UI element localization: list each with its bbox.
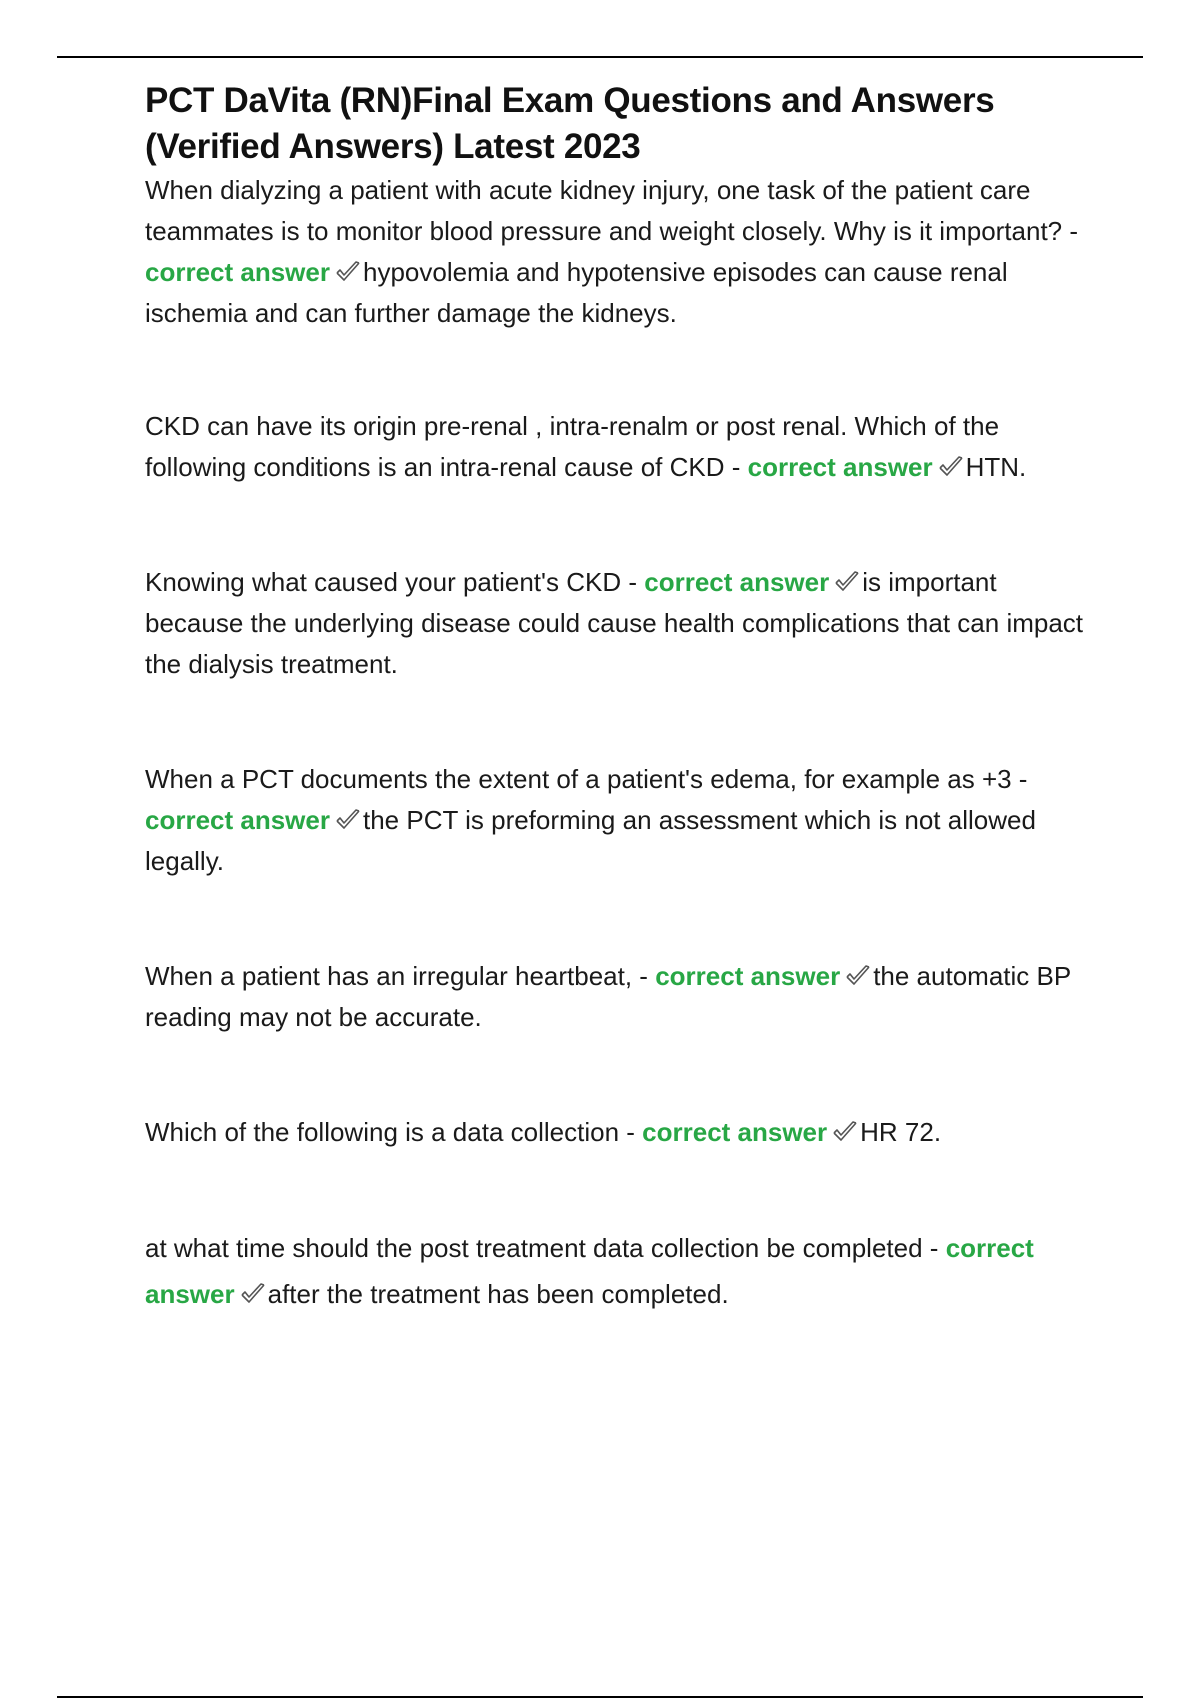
qa-item — [145, 562, 1090, 685]
question-text: Knowing what caused your patient's CKD - — [145, 567, 637, 597]
question-text: at what time should the post treatment data collection be completed - — [145, 1233, 939, 1263]
answer-text: the PCT is preforming an assessment which is not allowed legally. — [145, 805, 1036, 876]
document-body — [145, 78, 1090, 1317]
bottom-rule — [57, 1696, 1143, 1698]
qa-item — [145, 1225, 1090, 1317]
question-text: When a PCT documents the extent of a patient's edema, for example as +3 - — [145, 764, 1028, 794]
check-mark-icon — [334, 260, 362, 284]
check-mark-icon — [937, 455, 965, 479]
question-text: When a patient has an irregular heartbeat, - — [145, 961, 648, 991]
answer-text: is important because the underlying disease could cause health complications that can impact the dialysis treatment. — [145, 567, 1084, 679]
qa-item — [145, 759, 1090, 882]
qa-item — [145, 1112, 1090, 1153]
top-rule — [57, 56, 1143, 58]
correct-answer-label: correct answer — [145, 805, 330, 835]
check-mark-icon — [844, 964, 872, 988]
correct-answer-label: correct answer — [644, 567, 830, 597]
correct-answer-label: correct answer — [145, 1233, 1034, 1309]
answer-text: the automatic BP reading may not be accurate. — [145, 961, 1071, 1032]
check-mark-icon — [334, 808, 362, 832]
correct-answer-label: correct answer — [642, 1117, 828, 1147]
answer-text: after the treatment has been completed. — [267, 1279, 729, 1309]
correct-answer-label: correct answer — [145, 257, 330, 287]
answer-text: HR 72. — [860, 1117, 942, 1147]
qa-item — [145, 956, 1090, 1038]
qa-item — [145, 170, 1090, 334]
question-text: CKD can have its origin pre-renal , intra-renalm or post renal. Which of the following conditions is an intra-renal cause of CKD - — [145, 411, 1000, 482]
qa-item — [145, 406, 1090, 488]
answer-text: HTN. — [965, 452, 1027, 482]
question-text: When dialyzing a patient with acute kidney injury, one task of the patient care teammates is to monitor blood pressure and weight closely. Why is it important? - — [145, 175, 1079, 246]
question-text: Which of the following is a data collection - — [145, 1117, 635, 1147]
correct-answer-label: correct answer — [655, 961, 841, 991]
document-title: PCT DaVita (RN)Final Exam Questions and Answers (Verified Answers) Latest 2023 — [145, 81, 995, 166]
correct-answer-label: correct answer — [747, 452, 933, 482]
check-mark-icon — [239, 1282, 267, 1306]
answer-text: hypovolemia and hypotensive episodes can cause renal ischemia and can further damage the kidneys. — [145, 257, 1008, 328]
check-mark-icon — [831, 1120, 859, 1144]
check-mark-icon — [833, 570, 861, 594]
